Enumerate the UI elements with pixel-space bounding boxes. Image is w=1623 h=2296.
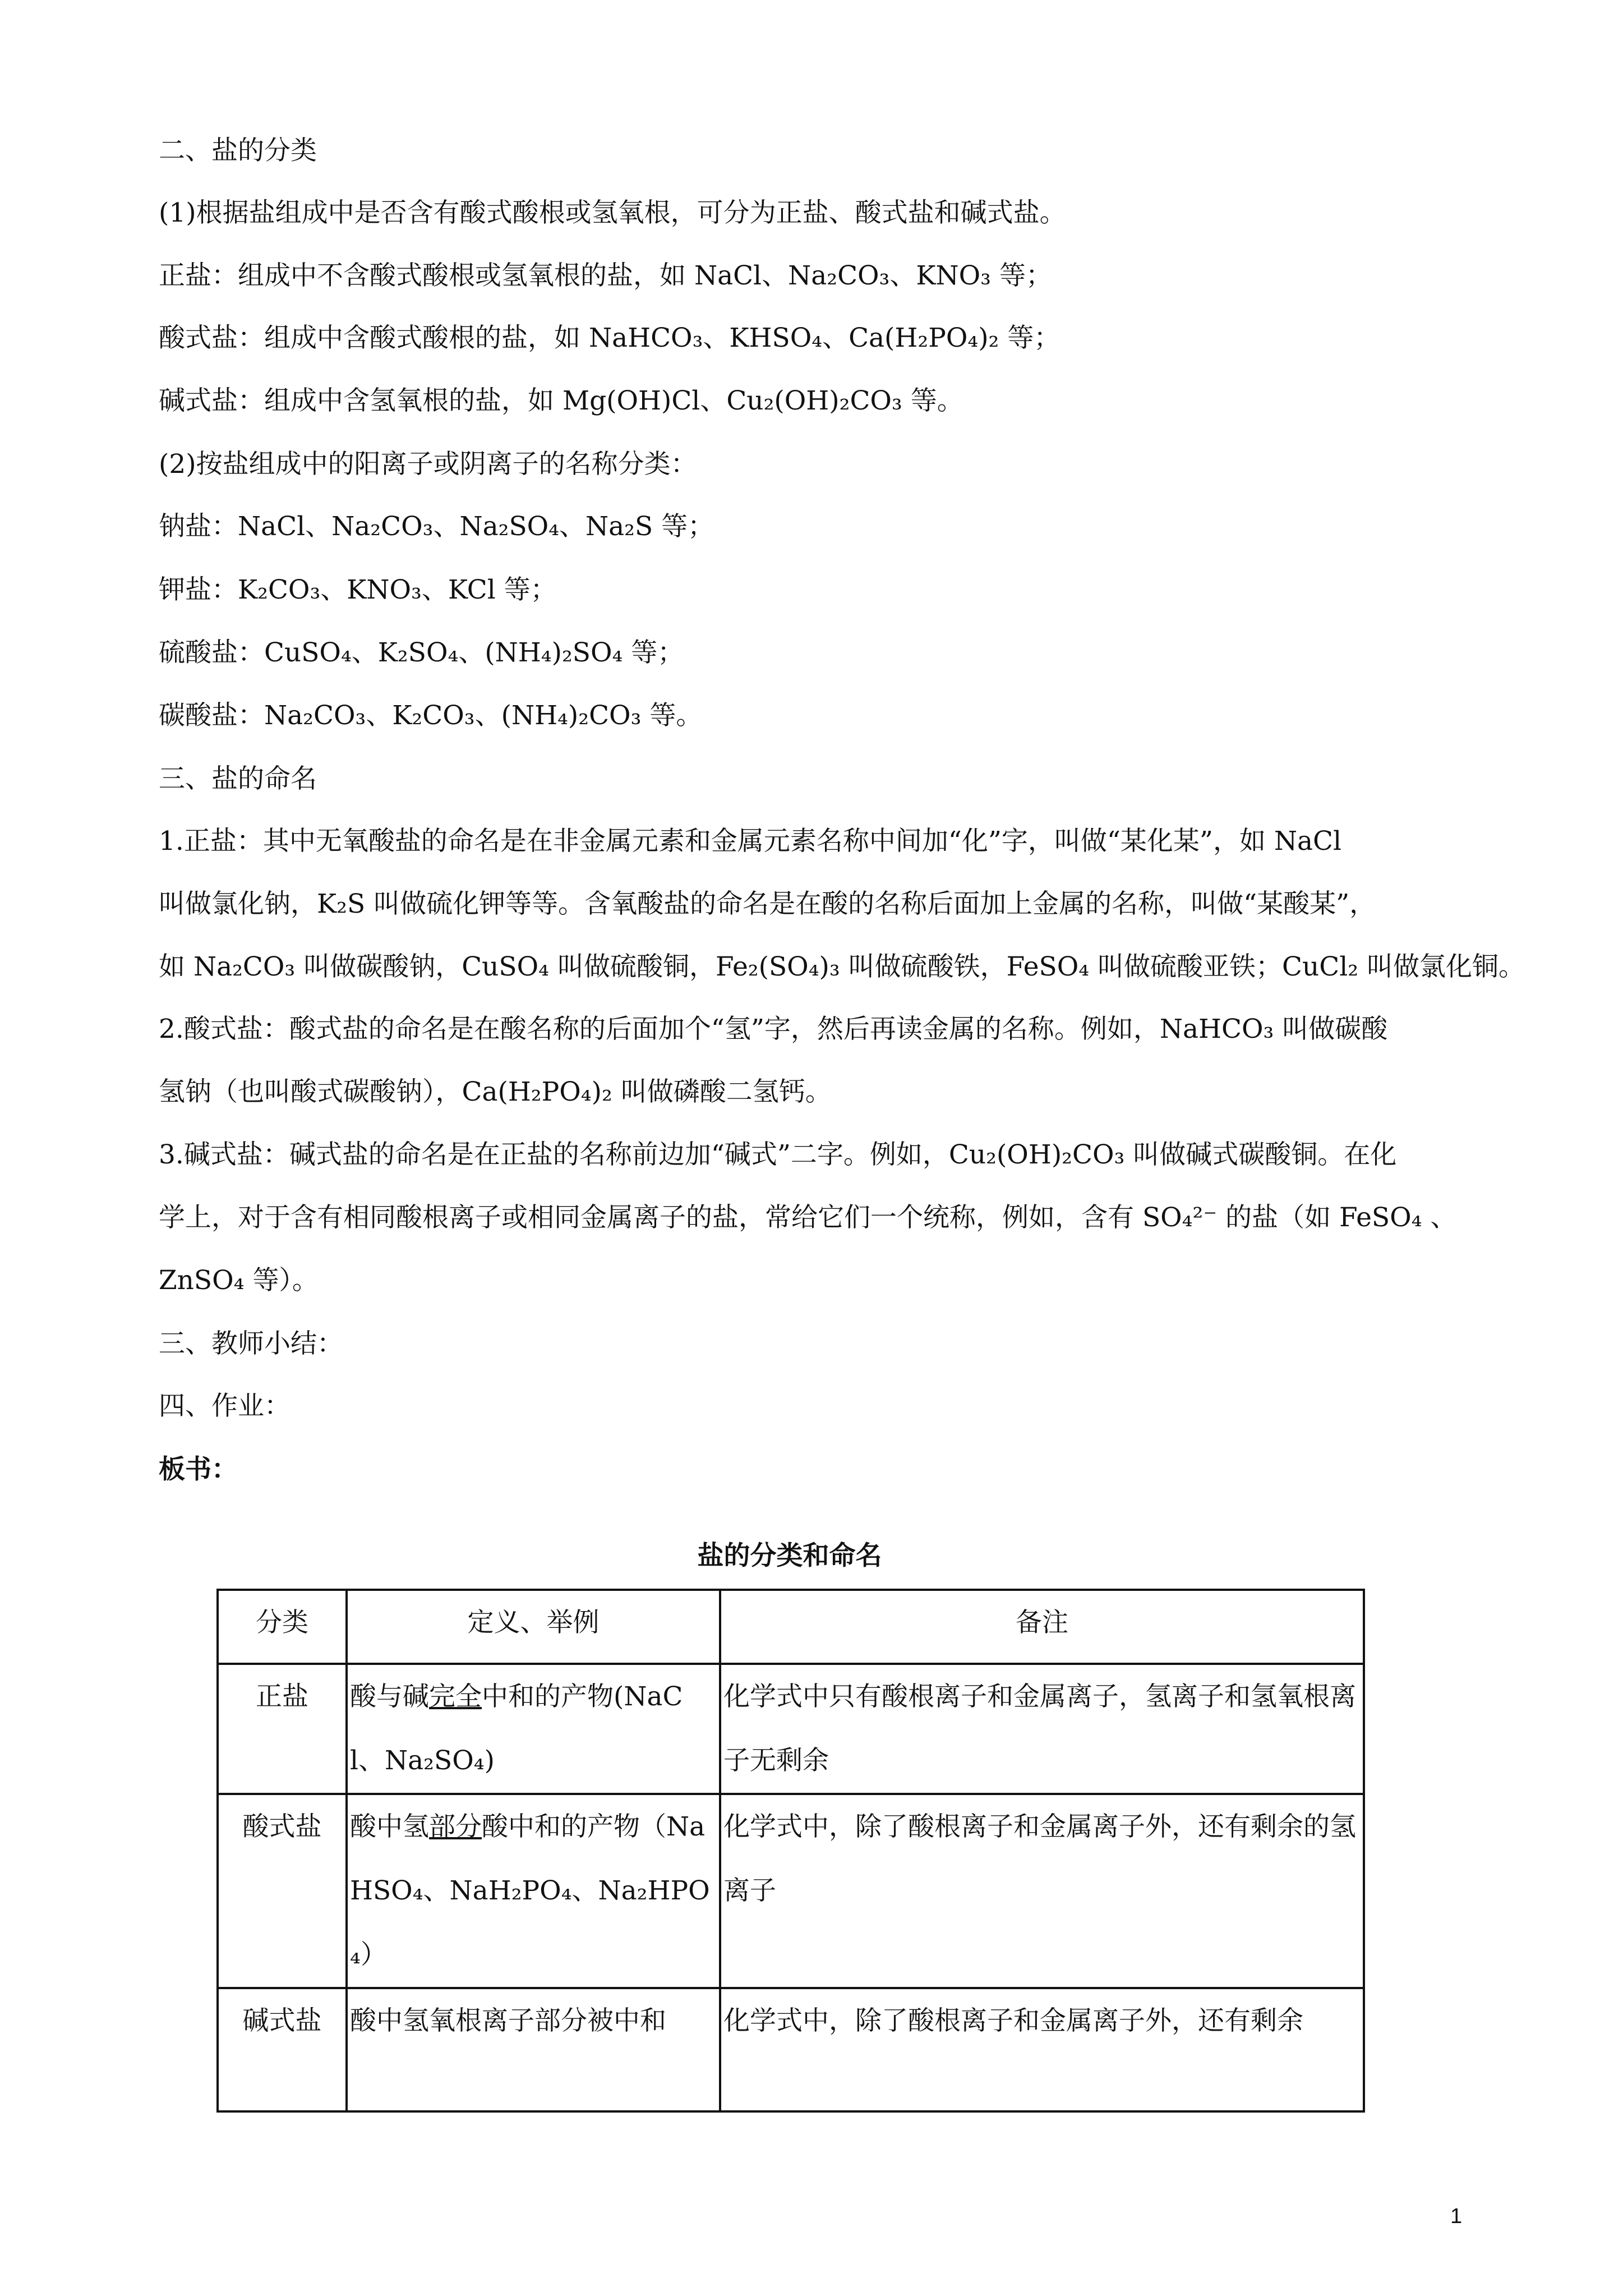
section-heading-classification: 二、盐的分类	[159, 135, 317, 166]
table-title: 盐的分类和命名	[697, 1540, 882, 1571]
table-row	[218, 1794, 1364, 1988]
definition-cell	[347, 1794, 720, 1988]
paragraph-line: 1.正盐：其中无氧酸盐的命名是在非金属元素和金属元素名称中间加“化”字，叫做“某化某”，如 NaCl	[159, 826, 1342, 857]
page-number: 1	[1450, 2205, 1463, 2228]
paragraph-line: (1)根据盐组成中是否含有酸式酸根或氢氧根，可分为正盐、酸式盐和碱式盐。	[159, 197, 1066, 228]
paragraph-line: 钾盐：K₂CO₃、KNO₃、KCl 等；	[159, 574, 557, 605]
section-heading-summary: 三、教师小结：	[159, 1328, 343, 1359]
table-header-cell: 备注	[720, 1590, 1364, 1664]
definition-text: 酸中氢氧根离子部分被中和	[350, 2005, 666, 2036]
board-label: 板书：	[159, 1454, 238, 1485]
paragraph-line: 3.碱式盐：碱式盐的命名是在正盐的名称前边加“碱式”二字。例如，Cu₂(OH)₂CO₃ 叫做碱式碳酸铜。在化	[159, 1139, 1397, 1170]
note-cell	[720, 1664, 1364, 1794]
definition-text: 酸中和的产物（NaHSO₄、NaH₂PO₄、Na₂HPO₄）	[350, 1811, 710, 1970]
paragraph-line: 正盐：组成中不含酸式酸根或氢氧根的盐，如 NaCl、Na₂CO₃、KNO₃ 等；	[159, 260, 1052, 291]
definition-cell	[347, 1988, 720, 2111]
definition-text: 酸与碱	[350, 1681, 429, 1712]
table-row	[218, 1988, 1364, 2111]
table-header-row	[218, 1590, 1364, 1664]
note-text: 化学式中，除了酸根离子和金属离子外，还有剩余的氢离子	[723, 1811, 1356, 1906]
table-header-cell: 定义、举例	[347, 1590, 720, 1664]
note-cell	[720, 1988, 1364, 2111]
section-heading-naming: 三、盐的命名	[159, 763, 317, 794]
paragraph-line: 钠盐：NaCl、Na₂CO₃、Na₂SO₄、Na₂S 等；	[159, 511, 714, 542]
paragraph-line: 2.酸式盐：酸式盐的命名是在酸名称的后面加个“氢”字，然后再读金属的名称。例如，NaHCO₃ 叫做碳酸	[159, 1014, 1388, 1045]
paragraph-line: 如 Na₂CO₃ 叫做碳酸钠，CuSO₄ 叫做硫酸铜，Fe₂(SO₄)₃ 叫做硫酸铁，FeSO₄ 叫做硫酸亚铁；CuCl₂ 叫做氯化铜。	[159, 951, 1525, 982]
note-text: 化学式中，除了酸根离子和金属离子外，还有剩余	[723, 2005, 1303, 2036]
definition-text: 酸中氢	[350, 1811, 429, 1842]
paragraph-line: (2)按盐组成中的阳离子或阴离子的名称分类：	[159, 449, 697, 480]
paragraph-line: 叫做氯化钠，K₂S 叫做硫化钾等等。含氧酸盐的命名是在酸的名称后面加上金属的名称，叫做“某酸某”，	[159, 889, 1376, 919]
paragraph-line: 硫酸盐：CuSO₄、K₂SO₄、(NH₄)₂SO₄ 等；	[159, 637, 684, 668]
paragraph-line: 学上，对于含有相同酸根离子或相同金属离子的盐，常给它们一个统称，例如，含有 SO₄²⁻ 的盐（如 FeSO₄ 、	[159, 1202, 1457, 1233]
paragraph-line: ZnSO₄ 等）。	[159, 1265, 319, 1296]
table-row	[218, 1664, 1364, 1794]
category-cell: 碱式盐	[218, 1988, 347, 2111]
paragraph-line: 氢钠（也叫酸式碳酸钠），Ca(H₂PO₄)₂ 叫做磷酸二氢钙。	[159, 1076, 832, 1107]
category-cell: 正盐	[218, 1664, 347, 1794]
definition-text: 中和的产物(NaCl、Na₂SO₄)	[350, 1681, 683, 1776]
note-cell	[720, 1794, 1364, 1988]
paragraph-line: 碳酸盐：Na₂CO₃、K₂CO₃、(NH₄)₂CO₃ 等。	[159, 700, 703, 731]
note-text: 化学式中只有酸根离子和金属离子，氢离子和氢氧根离子无剩余	[723, 1681, 1356, 1776]
section-heading-homework: 四、作业：	[159, 1391, 291, 1421]
category-cell: 酸式盐	[218, 1794, 347, 1988]
paragraph-line: 碱式盐：组成中含氢氧根的盐，如 Mg(OH)Cl、Cu₂(OH)₂CO₃ 等。	[159, 385, 963, 416]
table-header-cell: 分类	[218, 1590, 347, 1664]
salt-classification-table	[216, 1589, 1365, 2113]
definition-cell	[347, 1664, 720, 1794]
definition-underlined: 完全	[429, 1681, 482, 1712]
definition-underlined: 部分	[429, 1811, 482, 1842]
paragraph-line: 酸式盐：组成中含酸式酸根的盐，如 NaHCO₃、KHSO₄、Ca(H₂PO₄)₂ 等；	[159, 323, 1061, 353]
